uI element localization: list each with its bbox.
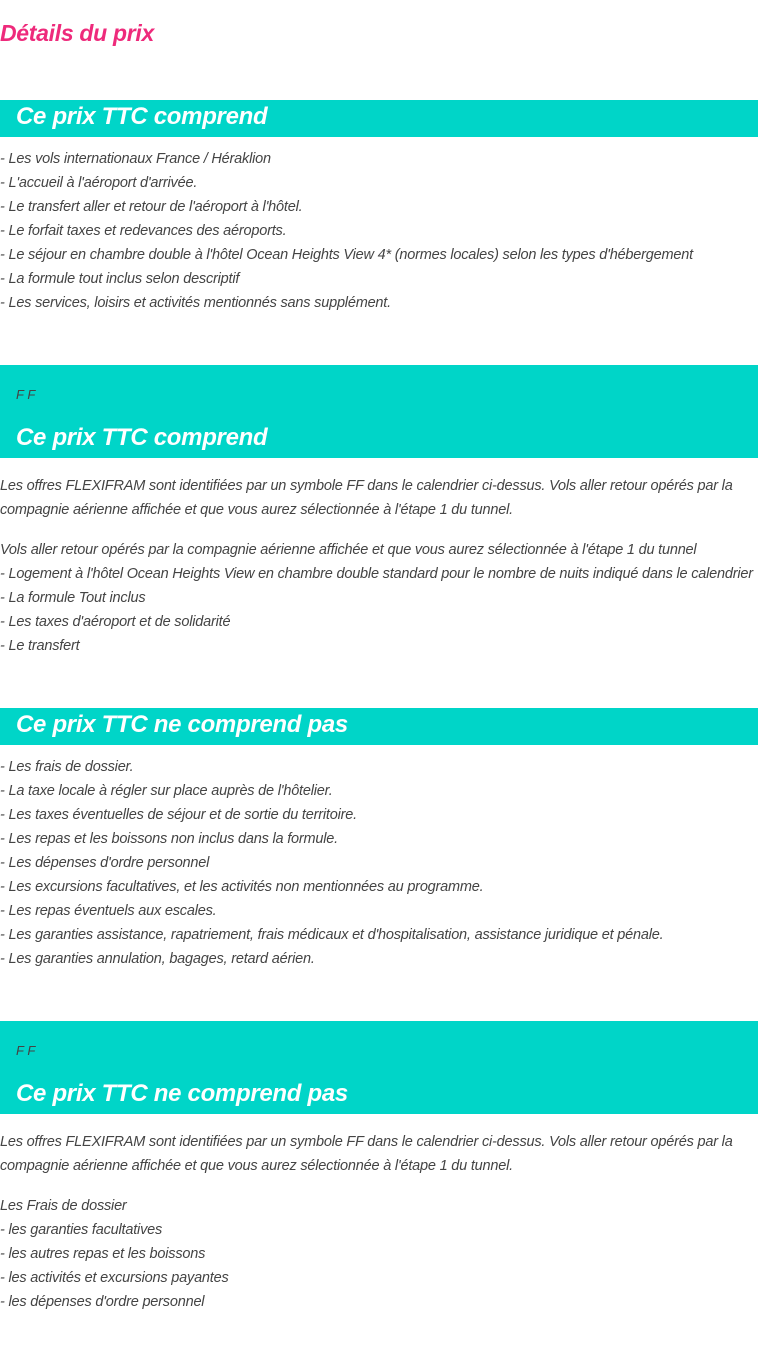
flexifram-code: F F	[16, 387, 36, 402]
flexifram-not-included-list	[0, 1194, 758, 1314]
list-item: Les Frais de dossier	[0, 1198, 127, 1214]
not-included-list	[0, 755, 758, 971]
list-item: - les garanties facultatives	[0, 1222, 163, 1238]
section-title: Ce prix TTC ne comprend pas	[16, 711, 348, 738]
section-title: Ce prix TTC comprend	[16, 424, 268, 451]
list-item: - Les vols internationaux France / Héraklion	[0, 151, 271, 167]
list-item: - Les dépenses d'ordre personnel	[0, 855, 210, 871]
list-item: - Les garanties annulation, bagages, retard aérien.	[0, 951, 315, 967]
flexifram-intro: Les offres FLEXIFRAM sont identifiées par un symbole FF dans le calendrier ci-dessus. Vols aller retour opérés par la compagnie aérienne affichée et que vous aurez sélectionnée à l'étape 1 du tunnel.	[0, 478, 733, 518]
section-header-not-included	[0, 708, 758, 745]
list-item: - les autres repas et les boissons	[0, 1246, 206, 1262]
list-item: - Les repas éventuels aux escales.	[0, 903, 217, 919]
list-item: - L'accueil à l'aéroport d'arrivée.	[0, 175, 198, 191]
list-item: - Les services, loisirs et activités mentionnés sans supplément.	[0, 295, 391, 311]
page-title: Détails du prix	[0, 20, 154, 46]
list-item: - Les repas et les boissons non inclus dans la formule.	[0, 831, 338, 847]
list-item: - La formule Tout inclus	[0, 590, 146, 606]
section-header-flexifram-not-included	[0, 1021, 758, 1114]
flexifram-intro: Les offres FLEXIFRAM sont identifiées par un symbole FF dans le calendrier ci-dessus. Vols aller retour opérés par la compagnie aérienne affichée et que vous aurez sélectionnée à l'étape 1 du tunnel.	[0, 1134, 733, 1174]
section-title: Ce prix TTC ne comprend pas	[16, 1080, 348, 1107]
list-item: - Le forfait taxes et redevances des aéroports.	[0, 223, 287, 239]
list-item: - La taxe locale à régler sur place auprès de l'hôtelier.	[0, 783, 333, 799]
list-item: - Les garanties assistance, rapatriement, frais médicaux et d'hospitalisation, assistance juridique et pénale.	[0, 927, 664, 943]
list-item: - Les excursions facultatives, et les activités non mentionnées au programme.	[0, 879, 484, 895]
list-item: - Les taxes éventuelles de séjour et de sortie du territoire.	[0, 807, 357, 823]
included-list	[0, 147, 758, 315]
list-item: - La formule tout inclus selon descriptif	[0, 271, 240, 287]
list-item: - Le séjour en chambre double à l'hôtel Ocean Heights View 4* (normes locales) selon les types d'hébergement	[0, 247, 693, 263]
flexifram-included-list	[0, 538, 758, 658]
list-item: - Les taxes d'aéroport et de solidarité	[0, 614, 231, 630]
list-item: - les activités et excursions payantes	[0, 1270, 229, 1286]
list-item: - Logement à l'hôtel Ocean Heights View en chambre double standard pour le nombre de nuits indiqué dans le calendrier	[0, 566, 753, 582]
list-item: Vols aller retour opérés par la compagnie aérienne affichée et que vous aurez sélectionnée à l'étape 1 du tunnel	[0, 542, 697, 558]
list-item: - Le transfert aller et retour de l'aéroport à l'hôtel.	[0, 199, 303, 215]
list-item: - Les frais de dossier.	[0, 759, 134, 775]
list-item: - Le transfert	[0, 638, 80, 654]
section-header-flexifram-included	[0, 365, 758, 458]
list-item: - les dépenses d'ordre personnel	[0, 1294, 205, 1310]
section-header-included	[0, 100, 758, 137]
section-title: Ce prix TTC comprend	[16, 103, 268, 130]
flexifram-code: F F	[16, 1043, 36, 1058]
